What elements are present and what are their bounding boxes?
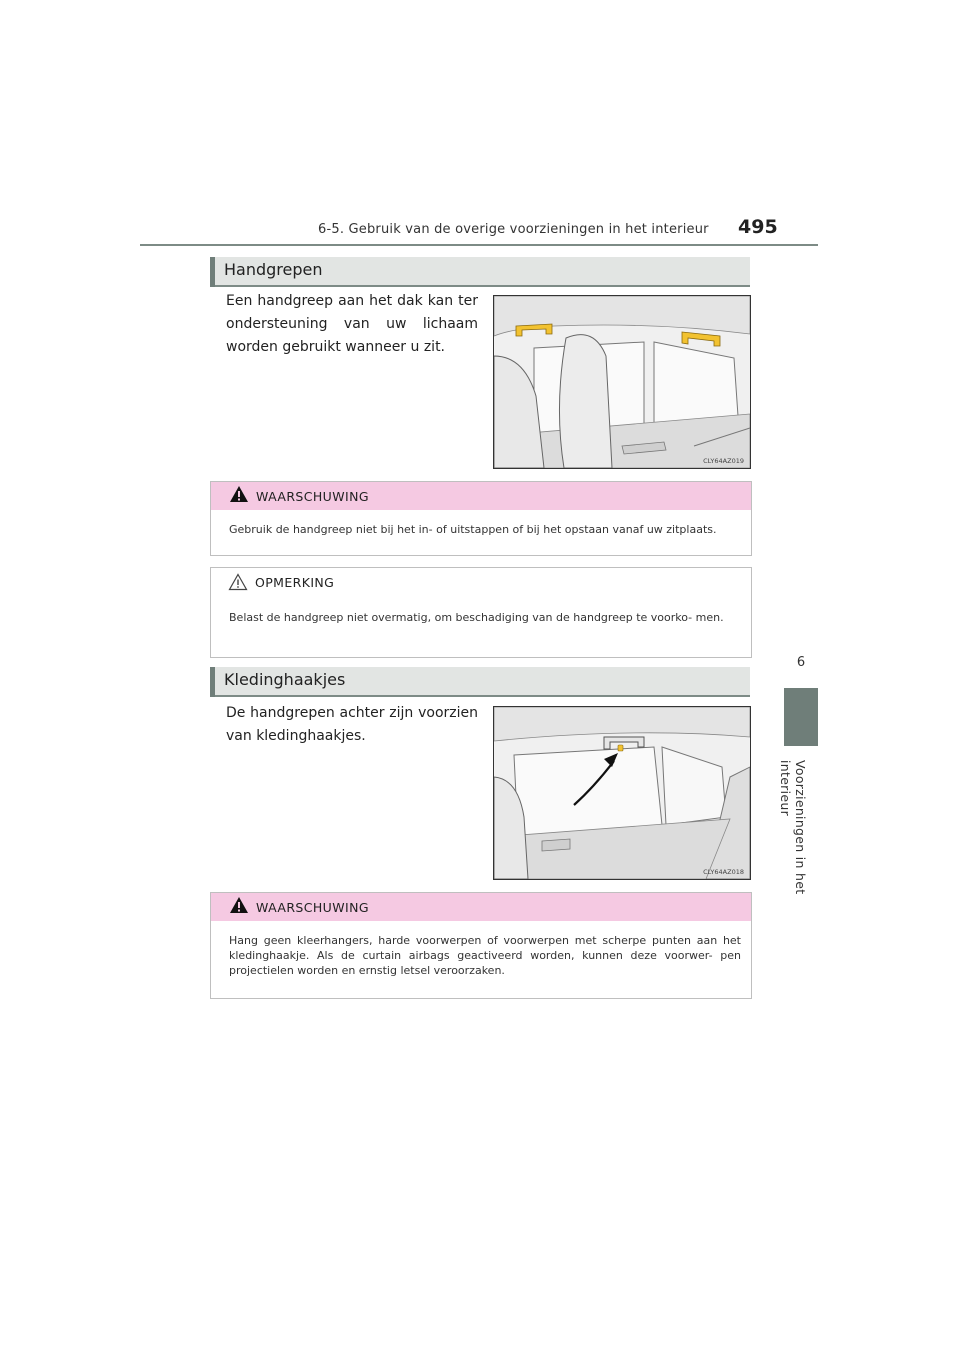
figure-roof-handles [493, 295, 751, 469]
section-body-kledinghaakjes: De handgrepen achter zijn voorzien van kledinghaakjes. [226, 705, 478, 744]
warning-text: Hang geen kleerhangers, harde voorwerpen of voorwerpen met scherpe punten aan het kledinghaakje. Als de curtain airbags geactiveerd worden, kunnen deze voorwer- pen projectielen worden en ernstig letsel veroorzaken. [229, 934, 741, 977]
note-header [211, 568, 751, 596]
caution-triangle-icon [228, 573, 248, 591]
section-bar [210, 257, 215, 287]
warning-title: WAARSCHUWING [256, 489, 369, 504]
section-title: Kledinghaakjes [224, 670, 346, 689]
figure-code: CLY64AZ018 [703, 868, 744, 876]
section-header-kledinghaakjes [210, 667, 750, 697]
warning-text: Gebruik de handgreep niet bij het in- of uitstappen of bij het opstaan vanaf uw zitplaats. [229, 523, 717, 536]
warning-triangle-icon [229, 485, 249, 503]
warning-box-2 [210, 892, 752, 999]
section-body-handgrepen: Een handgreep aan het dak kan ter ondersteuning van uw lichaam worden gebruikt wanneer u zit. [226, 293, 478, 355]
chapter-number: 6 [796, 655, 806, 670]
page-number: 495 [738, 216, 778, 238]
note-title: OPMERKING [255, 575, 335, 590]
warning-header [211, 893, 751, 921]
note-box-1 [210, 567, 752, 658]
header-section-title: 6-5. Gebruik van de overige voorzieningen in het interieur [318, 222, 709, 237]
warning-header [211, 482, 751, 510]
chapter-tab [784, 688, 818, 746]
note-text: Belast de handgreep niet overmatig, om beschadiging van de handgreep te voorko- men. [229, 611, 724, 624]
header-rule [140, 244, 818, 246]
warning-box-1 [210, 481, 752, 556]
figure-code: CLY64AZ019 [703, 457, 744, 465]
warning-title: WAARSCHUWING [256, 900, 369, 915]
section-bar [210, 667, 215, 697]
section-title: Handgrepen [224, 260, 323, 279]
chapter-title: Voorzieningen in het interieur [778, 760, 808, 895]
warning-triangle-icon [229, 896, 249, 914]
figure-clothing-hook [493, 706, 751, 880]
section-header-handgrepen [210, 257, 750, 287]
